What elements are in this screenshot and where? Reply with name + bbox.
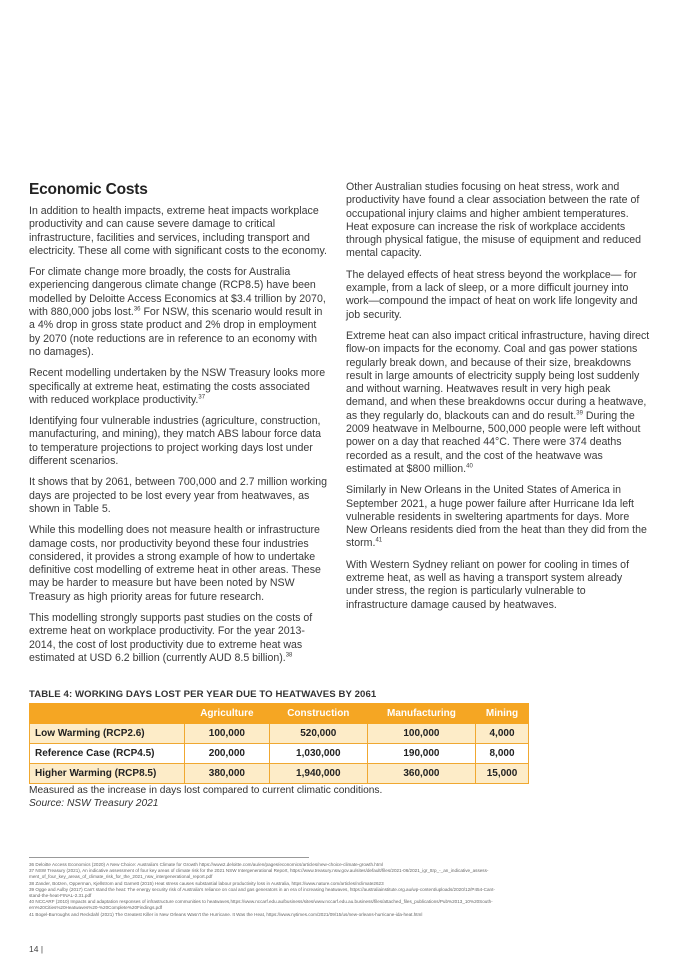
footnote-ref[interactable]: 37 <box>198 394 206 401</box>
paragraph: Other Australian studies focusing on heat stress, work and productivity have found a clear association between the rate of occupational injury claims and higher ambient temperatures. Heat exposure can increase the risk of workplace accidents through physical fatigue, the misuse of equipment and reduced mental capacity. <box>346 181 642 260</box>
table-cell: 380,000 <box>185 764 270 784</box>
table-cell: 200,000 <box>185 744 270 764</box>
footnote[interactable]: stand-the-heat-FINAL-2.31.pdf <box>29 893 92 899</box>
row-label: Low Warming (RCP2.6) <box>30 724 185 744</box>
footnote-ref[interactable]: 36 <box>133 306 141 313</box>
right-column <box>346 181 650 620</box>
table-cell: 1,940,000 <box>269 764 367 784</box>
footnote[interactable]: 38 Zander, Botzen, Opperman, Kjellstrom and Garnett (2015) Heat stress causes substantial labour productivity loss in Australia, https://www.nature.com/articles/nclimate2623 <box>29 880 384 886</box>
paragraph: The delayed effects of heat stress beyond the workplace— for example, from a lack of sleep, or a more difficult journey into work—compound the impact of heat on work life longevity and job security. <box>346 268 638 321</box>
footnote-ref[interactable]: 38 <box>285 652 293 659</box>
row-label: Reference Case (RCP4.5) <box>30 744 185 764</box>
column-header: Construction <box>269 704 367 724</box>
paragraph: Similarly in New Orleans in the United States of America in September 2021, a huge power failure after Hurricane Ida left vulnerable residents in sweltering apartments for days. More New Orleans residents died from the heat than they did from the storm.$^{41}$ <box>346 484 647 550</box>
paragraph: In addition to health impacts, extreme heat impacts workplace productivity and can cause severe damage to critical infrastructure, facilities and services, including transport and electricity. These all come with significant costs to the economy. <box>29 205 327 257</box>
paragraph: While this modelling does not measure health or infrastructure damage costs, nor productivity beyond these four industries considered, it provides a strong example of how to undertake definitive cost modelling of extreme heat in other areas. These may be harder to measure but have been noted by NSW Treasury as high priority areas for future research. <box>29 524 321 603</box>
paragraph: For climate change more broadly, the costs for Australia experiencing dangerous climate change (RCP8.5) have been modelled by Deloitte Access Economics at $3.4 trillion by 2070, with 880,000 jobs lost.$^{36}$ For NSW, this scenario would result in a 4% drop in gross state product and 2% drop in employment by 2070 (note reductions are in reference to an economy with no damages). <box>29 266 326 358</box>
paragraph: Recent modelling undertaken by the NSW Treasury looks more specifically at extreme heat, estimating the costs associated with reduced workplace productivity.$^{37}$ <box>29 367 326 406</box>
table-source: Source: NSW Treasury 2021 <box>29 798 159 809</box>
footnote-ref[interactable]: 41 <box>375 537 383 544</box>
footnote-divider <box>29 857 309 858</box>
table-row <box>30 764 529 784</box>
left-column <box>29 181 329 673</box>
table-cell: 520,000 <box>269 724 367 744</box>
footnotes <box>29 862 653 918</box>
footnote[interactable]: 41 Bogel-Burroughs and Reckdahl (2021) The Greatest Killer in New Orleans Wasn't the Hurricane. It Was the Heat, https://www.nytimes.com/2021/09/15/us/new-orleans-hurricane-ida-heat.html <box>29 911 423 917</box>
page-number: 14 | <box>29 944 44 954</box>
footnote[interactable]: ern%20Cities%20Heatwaves%20-%20Complete%20Findings.pdf <box>29 905 163 911</box>
footnote-ref[interactable]: 39 <box>576 410 583 417</box>
table-row <box>30 724 529 744</box>
paragraph: With Western Sydney reliant on power for cooling in times of extreme heat, as well as having a transport system already under stress, the region is particularly vulnerable to infrastructure damage caused by heatwaves. <box>346 558 630 611</box>
paragraph: It shows that by 2061, between 700,000 and 2.7 million working days are projected to be lost every year from heatwaves, as shown in Table 5. <box>29 476 327 515</box>
table-cell: 360,000 <box>367 764 475 784</box>
table-header-row <box>30 704 529 724</box>
footnote[interactable]: ment_of_four_key_areas_of_climate_risk_for_the_2021_nsw_intergenerational_report.pdf <box>29 874 213 880</box>
table-cell: 15,000 <box>476 764 529 784</box>
table-cell: 100,000 <box>185 724 270 744</box>
table-cell: 1,030,000 <box>269 744 367 764</box>
paragraph: Identifying four vulnerable industries (agriculture, construction, manufacturing, and mining), they match ABS labour force data to temperature projections to project working days lost under different scenarios. <box>29 415 322 468</box>
table-cell: 4,000 <box>476 724 529 744</box>
paragraph: Extreme heat can also impact critical infrastructure, having direct flow-on impacts for the economy. Coal and gas power stations regularly break down, and because of their size, breakdowns result in large amounts of electricity supply being lost suddenly and without warning. Heatwaves result in very high peak demand, and when these breakdowns occur during a heatwave, as they regularly do, blackouts can and do result.$^{39}$ During the 2009 heatwave in Melbourne, 500,000 people were left without power on a day that reached 44°C. There were 374 deaths recorded as a result, and the cost of the heatwave was estimated at $800 million.$^{40}$ <box>346 329 650 475</box>
footnote[interactable]: 39 Ogge and Aulby (2017) Can't stand the heat: The energy security risk of Australia's reliance on coal and gas generators in an era of increasing heatwaves, https://australiainstitute.org.au/wp-content/uploads/2020/12/P454-Cant- <box>29 886 495 892</box>
column-header: Agriculture <box>185 704 270 724</box>
footnote-ref[interactable]: 40 <box>466 463 473 470</box>
footnote[interactable]: 37 NSW Treasury (2021), An indicative assessment of four key areas of climate risk for the 2021 NSW Intergenerational Report, https://www.treasury.nsw.gov.au/sites/default/files/2021-06/2021_igr_ttrp_-_an_indicative_assess- <box>29 868 489 874</box>
table-cell: 190,000 <box>367 744 475 764</box>
column-header <box>30 704 185 724</box>
table-caption <box>29 784 382 810</box>
table-row <box>30 744 529 764</box>
table-cell: 100,000 <box>367 724 475 744</box>
footnote[interactable]: 36 Deloitte Access Economics (2020) A New Choice: Australia's Climate for Growth https://www2.deloitte.com/au/en/pages/economics/articles/new-choice-climate-growth.html <box>29 862 383 867</box>
table-cell: 8,000 <box>476 744 529 764</box>
column-header: Mining <box>476 704 529 724</box>
paragraph: This modelling strongly supports past studies on the costs of extreme heat on workplace productivity. For the year 2013-2014, the cost of lost productivity due to extreme heat was estimated at USD 6.2 billion (currently AUD 8.5 billion).$^{38}$ <box>29 612 313 664</box>
section-heading: Economic Costs <box>29 181 148 198</box>
table-title: TABLE 4: WORKING DAYS LOST PER YEAR DUE TO HEATWAVES BY 2061 <box>29 689 377 700</box>
row-label: Higher Warming (RCP8.5) <box>30 764 185 784</box>
working-days-table <box>29 703 529 784</box>
caption-text: Measured as the increase in days lost compared to current climatic conditions. <box>29 785 383 796</box>
column-header: Manufacturing <box>367 704 475 724</box>
footnote[interactable]: 40 NCCARF (2010) Impacts and adaptation responses of infrastructure communities to heatwaves,https://www.nccarf.edu.au/business/sites/www.nccarf.edu.au.business/files/attached_files_publications/Pub%2013_10%20South- <box>29 899 493 905</box>
